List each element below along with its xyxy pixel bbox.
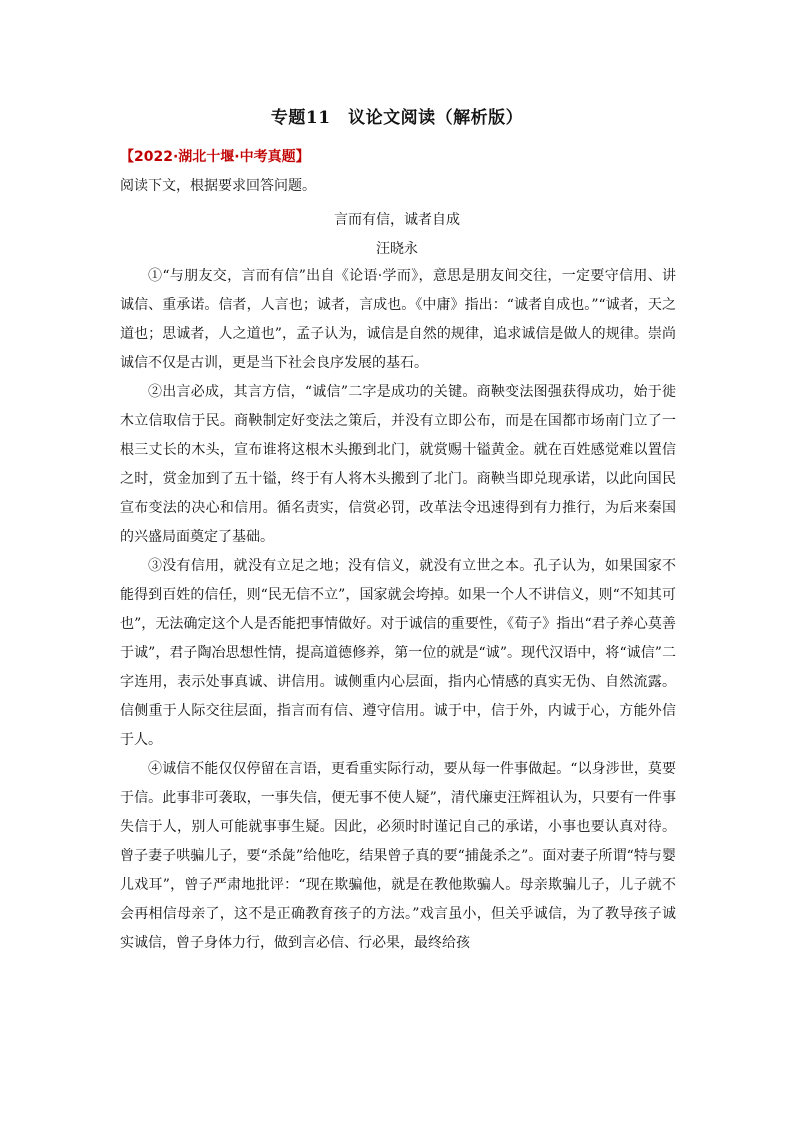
page-title: 专题11 议论文阅读（解析版） — [270, 108, 524, 128]
paragraph-4: ④诚信不能仅仅停留在言语，更看重实际行动，要从每一件事做起。“以身涉世，莫要于信。此事非可袭取，一事失信，便无事不使人疑”，清代廉吏汪辉祖认为，只要有一件事失信于人，别人可能就事事生疑。因此，必须时时谨记自己的承诺，小事也要认真对待。曾子妻子哄骗儿子，要“杀彘”给他吃，结果曾子真的要“捕彘杀之”。面对妻子所谓“特与婴儿戏耳”，曾子严肃地批评：“现在欺骗他，就是在教他欺骗人。母亲欺骗儿子，儿子就不会再相信母亲了，这不是正确教育孩子的方法。”戏言虽小，但关乎诚信，为了教导孩子诚实诚信，曾子身体力行，做到言必信、行必果，最终给孩 — [120, 761, 676, 951]
paragraph-3: ③没有信用，就没有立足之地；没有信义，就没有立世之本。孔子认为，如果国家不能得到百姓的信任，则“民无信不立”，国家就会垮掉。如果一个人不讲信义，则“不知其可也”，无法确定这个人是否能把事情做好。对于诚信的重要性，《荀子》指出“君子养心莫善于诚”，君子陶冶思想性情，提高道德修养，第一位的就是“诚”。现代汉语中，将“诚信”二字连用，表示处事真诚、讲信用。诚侧重内心层面，指内心情感的真实无伪、自然流露。信侧重于人际交往层面，指言而有信、遵守信用。诚于中，信于外，内诚于心，方能外信于人。 — [120, 558, 676, 748]
source-tag: 【2022·湖北十堰·中考真题】 — [120, 149, 310, 165]
paragraph-2: ②出言必成，其言方信，“诚信”二字是成功的关键。商鞅变法图强获得成功，始于徙木立信取信于民。商鞅制定好变法之策后，并没有立即公布，而是在国都市场南门立了一根三丈长的木头，宣布谁将这根木头搬到北门，就赏赐十镒黄金。就在百姓感觉难以置信之时，赏金加到了五十镒，终于有人将木头搬到了北门。商鞅当即兑现承诺，以此向国民宣布变法的决心和信用。循名责实，信赏必罚，改革法令迅速得到有力推行，为后来秦国的兴盛局面奠定了基础。 — [120, 384, 676, 545]
article-body — [120, 262, 676, 958]
article-author: 汪晓永 — [376, 241, 418, 257]
article-title: 言而有信，诚者自成 — [334, 212, 460, 228]
instruction-text: 阅读下文，根据要求回答问题。 — [120, 178, 316, 194]
paragraph-1: ①“与朋友交，言而有信”出自《论语·学而》，意思是朋友间交往，一定要守信用、讲诚信、重承诺。信者，人言也；诚者，言成也。《中庸》指出：“诚者自成也。”“诚者，天之道也；思诚者，人之道也”，孟子认为，诚信是自然的规律，追求诚信是做人的规律。崇尚诚信不仅是古训，更是当下社会良序发展的基石。 — [120, 268, 676, 371]
